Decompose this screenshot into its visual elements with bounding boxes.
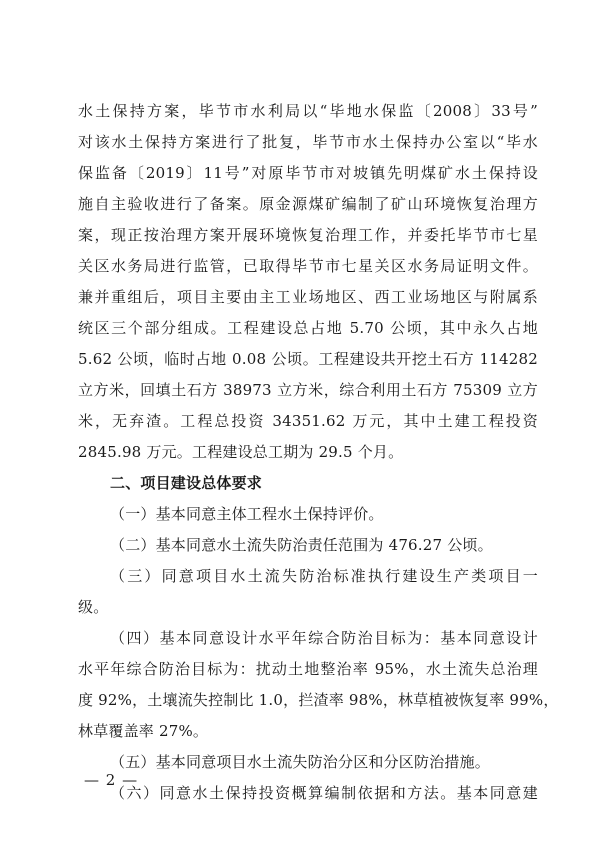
list-item: （五）基本同意项目水土流失防治分区和分区防治措施。 — [110, 753, 491, 771]
text-line: 案，现正按治理方案开展环境恢复治理工作，并委托毕节市七星 — [78, 226, 538, 244]
text-line: 立方米，回填土石方 38973 立方米，综合利用土石方 75309 立方 — [78, 381, 538, 399]
list-item: （六）同意水土保持投资概算编制依据和方法。基本同意建 — [110, 784, 538, 802]
list-item: （四）基本同意设计水平年综合防治目标为：基本同意设计 — [110, 629, 538, 647]
text-line: 度 92%，土壤流失控制比 1.0，拦渣率 98%，林草植被恢复率 99%， — [78, 691, 559, 709]
section-heading: 二、项目建设总体要求 — [110, 474, 263, 492]
list-item: （三）同意项目水土流失防治标准执行建设生产类项目一 — [110, 567, 538, 585]
text-line: 水平年综合防治目标为：扰动土地整治率 95%，水土流失总治理 — [78, 660, 538, 678]
text-line: 施自主验收进行了备案。原金源煤矿编制了矿山环境恢复治理方 — [78, 195, 538, 213]
text-line: 兼并重组后，项目主要由主工业场地区、西工业场地区与附属系 — [78, 288, 538, 306]
text-line: 2845.98 万元。工程建设总工期为 29.5 个月。 — [78, 443, 404, 461]
page-number: — 2 — — [84, 771, 139, 789]
text-line: 统区三个部分组成。工程建设总占地 5.70 公顷，其中永久占地 — [78, 319, 538, 337]
text-line: 对该水土保持方案进行了批复，毕节市水土保持办公室以“毕水 — [78, 133, 538, 151]
text-line: 水土保持方案，毕节市水利局以“毕地水保监〔2008〕33号” — [78, 102, 538, 120]
text-line: 米，无弃渣。工程总投资 34351.62 万元，其中土建工程投资 — [78, 412, 538, 430]
text-line: 保监备〔2019〕11号”对原毕节市对坡镇先明煤矿水土保持设 — [78, 164, 538, 182]
text-line: 关区水务局进行监管，已取得毕节市七星关区水务局证明文件。 — [78, 257, 538, 275]
text-line: 5.62 公顷，临时占地 0.08 公顷。工程建设共开挖土石方 114282 — [78, 350, 538, 368]
text-line: 林草覆盖率 27%。 — [78, 722, 209, 740]
body-text — [78, 96, 559, 809]
list-item: （一）基本同意主体工程水土保持评价。 — [110, 505, 384, 523]
list-item: （二）基本同意水土流失防治责任范围为 476.27 公顷。 — [110, 536, 493, 554]
text-line: 级。 — [78, 598, 109, 616]
